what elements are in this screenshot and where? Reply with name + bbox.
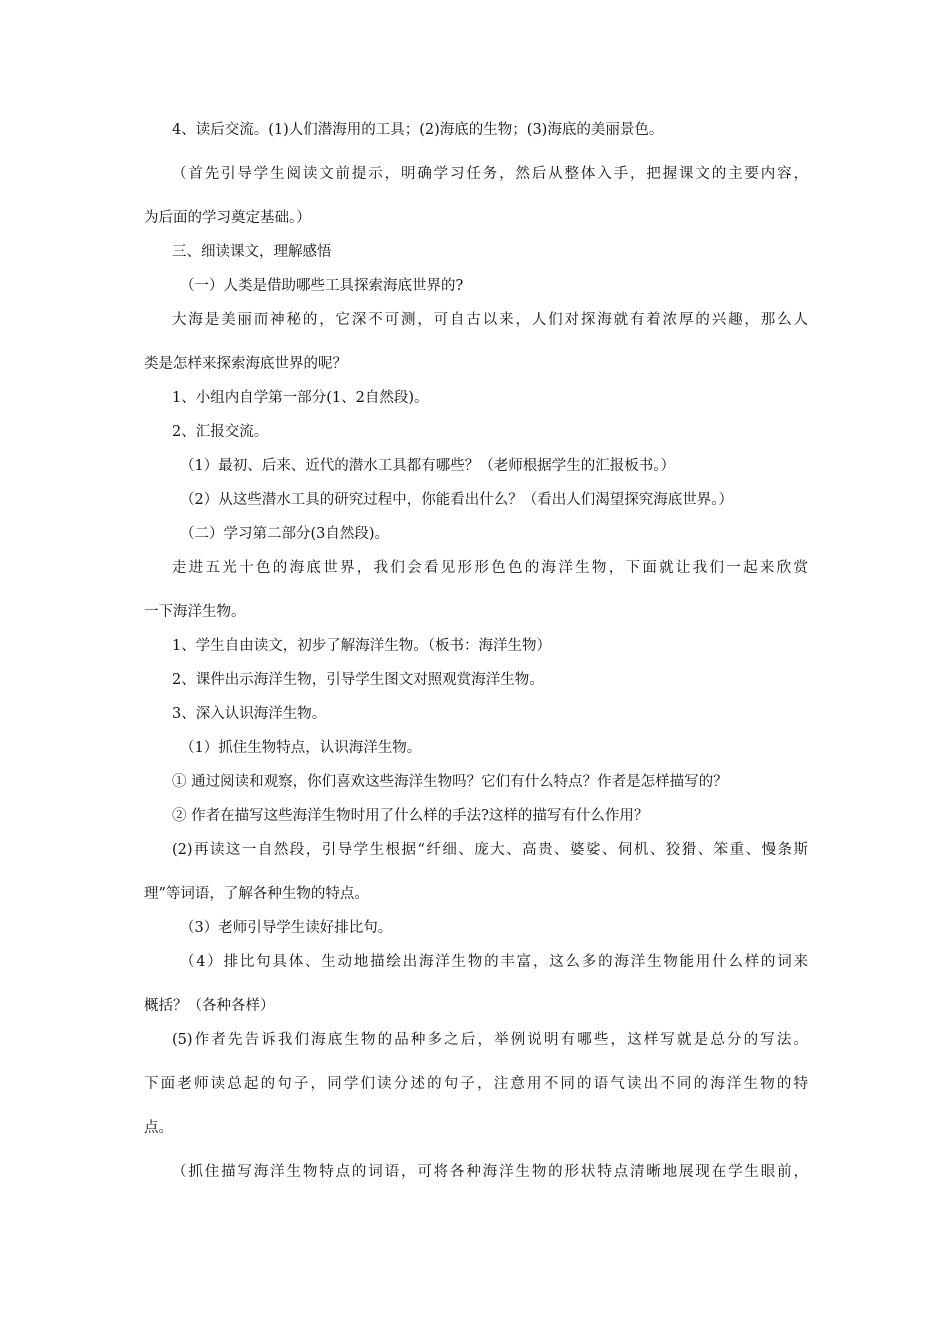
section-heading-close-reading: 三、细读课文，理解感悟 [172,244,332,260]
paragraph-colorful-world-cont: 一下海洋生物。 [144,604,246,620]
list-item-research-process: （2）从这些潜水工具的研究过程中，你能看出什么？（看出人们渴望探究海底世界。） [180,492,733,508]
list-item-deep-understanding: 3、深入认识海洋生物。 [172,706,327,722]
list-item-summary-word-cont: 概括？（各种各样） [144,998,275,1014]
paragraph-ocean-intro: 大海是美丽而神秘的，它深不可测，可自古以来，人们对探海就有着浓厚的兴趣，那么人 [172,312,808,328]
list-item-report: 2、汇报交流。 [172,424,269,440]
list-item-parallel-sentences: （3）老师引导学生读好排比句。 [180,920,393,936]
paragraph-reading-exchange: 4、读后交流。(1)人们潜海用的工具；(2)海底的生物；(3)海底的美丽景色。 [172,122,664,138]
list-item-free-reading: 1、学生自由读文，初步了解海洋生物。（板书：海洋生物） [172,638,551,654]
subsection-heading-part-two: （二）学习第二部分(3自然段)。 [180,526,390,542]
list-item-reread-cont: 理”等词语，了解各种生物的特点。 [144,886,369,902]
list-item-courseware: 2、课件出示海洋生物，引导学生图文对照观赏海洋生物。 [172,672,544,688]
document-body [144,120,808,1182]
paragraph-ocean-intro-cont: 类是怎样来探索海底世界的呢？ [144,356,347,372]
list-item-reread: (2)再读这一自然段，引导学生根据“纤细、庞大、高贵、婆娑、伺机、狡猾、笨重、慢条斯 [172,842,808,858]
list-item-general-specific-end: 点。 [144,1120,173,1136]
list-item-question-2: ② 作者在描写这些海洋生物时用了什么样的手法?这样的描写有什么作用？ [172,808,649,824]
list-item-general-specific: (5)作者先告诉我们海底生物的品种多之后，举例说明有哪些，这样写就是总分的写法。 [172,1032,808,1048]
list-item-features: （1）抓住生物特点，认识海洋生物。 [180,740,422,756]
paragraph-teaching-note-1-cont: 为后面的学习奠定基础。） [144,210,311,226]
paragraph-teaching-note-2: （抓住描写海洋生物特点的词语，可将各种海洋生物的形状特点清晰地展现在学生眼前， [172,1164,808,1180]
paragraph-teaching-note-1: （首先引导学生阅读文前提示，明确学习任务，然后从整体入手，把握课文的主要内容， [172,166,808,182]
list-item-diving-tools: （1）最初、后来、近代的潜水工具都有哪些？（老师根据学生的汇报板书。） [180,458,675,474]
list-item-question-1: ① 通过阅读和观察，你们喜欢这些海洋生物吗？它们有什么特点？作者是怎样描写的？ [172,774,728,790]
subsection-heading-tools: （一）人类是借助哪些工具探索海底世界的? [180,278,464,294]
list-item-group-study: 1、小组内自学第一部分(1、2自然段)。 [172,390,429,406]
paragraph-colorful-world: 走进五光十色的海底世界，我们会看见形形色色的海洋生物，下面就让我们一起来欣赏 [172,560,808,576]
list-item-summary-word: （4）排比句具体、生动地描绘出海洋生物的丰富，这么多的海洋生物能用什么样的词来 [180,954,808,970]
list-item-general-specific-cont: 下面老师读总起的句子，同学们读分述的句子，注意用不同的语气读出不同的海洋生物的特 [144,1076,808,1092]
